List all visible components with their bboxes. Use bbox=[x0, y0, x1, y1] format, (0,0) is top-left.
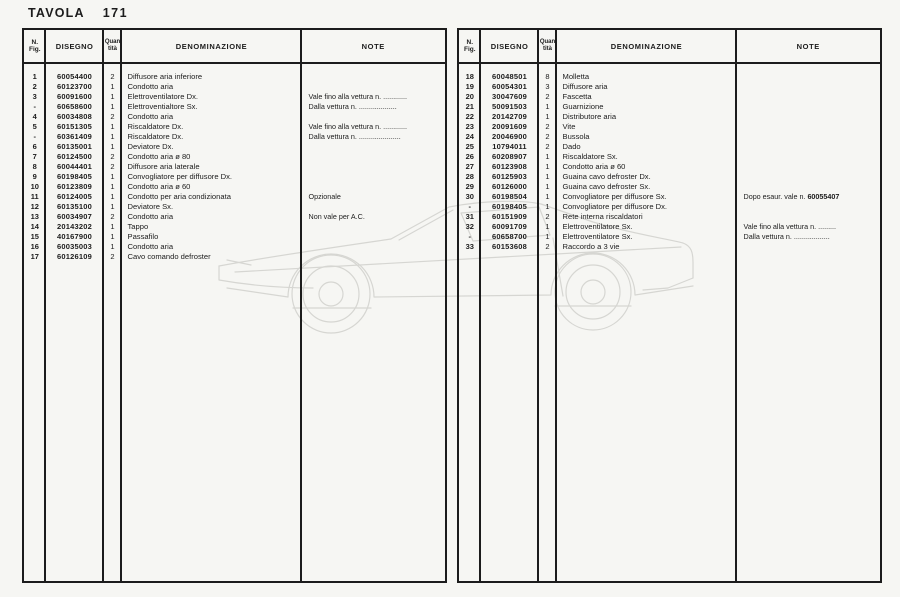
disegno-cell: 60034808 bbox=[57, 112, 92, 121]
header-note bbox=[302, 30, 446, 62]
tavola-number: 171 bbox=[102, 6, 129, 20]
header-fig-line1: N. bbox=[466, 38, 473, 46]
denominazione-cell: Raccordo a 3 vie bbox=[562, 242, 620, 251]
denominazione-cell: Riscaldatore Dx. bbox=[127, 122, 184, 131]
fig-cell: 1 bbox=[32, 72, 37, 81]
table-row bbox=[24, 92, 445, 102]
header-note-label: NOTE bbox=[796, 41, 820, 51]
qty-cell: 8 bbox=[545, 72, 550, 81]
fig-cell: 29 bbox=[465, 182, 474, 191]
disegno-cell: 60151305 bbox=[57, 122, 92, 131]
disegno-cell: 40167900 bbox=[57, 232, 92, 241]
table-row bbox=[459, 72, 880, 82]
qty-cell: 1 bbox=[545, 202, 550, 211]
note-cell: Vale fino alla vettura n. ......... bbox=[743, 222, 837, 231]
note-cell: Opzionale bbox=[308, 192, 341, 201]
qty-cell: 1 bbox=[545, 182, 550, 191]
fig-cell: 6 bbox=[32, 142, 37, 151]
fig-cell: 23 bbox=[465, 122, 474, 131]
disegno-cell: 60091600 bbox=[57, 92, 92, 101]
header-disegno bbox=[481, 30, 539, 62]
denominazione-cell: Diffusore aria bbox=[562, 82, 608, 91]
denominazione-cell: Condotto aria bbox=[127, 112, 174, 121]
qty-cell: 1 bbox=[545, 152, 550, 161]
header-quantita bbox=[539, 30, 557, 62]
table-row bbox=[459, 92, 880, 102]
disegno-cell: 10794011 bbox=[492, 142, 527, 151]
disegno-cell: 60135100 bbox=[57, 202, 92, 211]
denominazione-cell: Cavo comando defroster bbox=[127, 252, 211, 261]
table-row bbox=[24, 82, 445, 92]
header-qty-line2: tità bbox=[543, 46, 552, 52]
denominazione-cell: Condotto aria ø 80 bbox=[127, 152, 191, 161]
qty-cell: 2 bbox=[110, 112, 115, 121]
qty-cell: 2 bbox=[110, 152, 115, 161]
fig-cell: 10 bbox=[30, 182, 39, 191]
qty-cell: 2 bbox=[545, 142, 550, 151]
header-fig bbox=[24, 30, 46, 62]
disegno-cell: 50091503 bbox=[492, 102, 527, 111]
qty-cell: 1 bbox=[545, 232, 550, 241]
tavola-label: TAVOLA bbox=[28, 6, 85, 20]
qty-cell: 1 bbox=[110, 82, 115, 91]
table-row bbox=[459, 112, 880, 122]
denominazione-cell: Tappo bbox=[127, 222, 149, 231]
disegno-cell: 60208907 bbox=[492, 152, 527, 161]
denominazione-cell: Convogliatore per diffusore Dx. bbox=[127, 172, 233, 181]
fig-cell: 7 bbox=[32, 152, 37, 161]
denominazione-cell: Guaina cavo defroster Dx. bbox=[562, 172, 651, 181]
table-row bbox=[24, 212, 445, 222]
fig-cell: 3 bbox=[32, 92, 37, 101]
fig-cell: 4 bbox=[32, 112, 37, 121]
fig-cell: 19 bbox=[465, 82, 474, 91]
qty-cell: 2 bbox=[545, 242, 550, 251]
qty-cell: 1 bbox=[545, 162, 550, 171]
note-cell: Vale fino alla vettura n. ............ bbox=[308, 122, 408, 131]
fig-cell: - bbox=[33, 132, 36, 141]
fig-cell: 28 bbox=[465, 172, 474, 181]
denominazione-cell: Elettroventilatore Sx. bbox=[562, 222, 633, 231]
fig-cell: 33 bbox=[465, 242, 474, 251]
header-disegno-label: DISEGNO bbox=[490, 41, 529, 51]
disegno-cell: 60126000 bbox=[492, 182, 527, 191]
qty-cell: 1 bbox=[110, 222, 115, 231]
table-row bbox=[24, 182, 445, 192]
qty-cell: 1 bbox=[545, 102, 550, 111]
denominazione-cell: Molletta bbox=[562, 72, 590, 81]
table-row bbox=[459, 222, 880, 232]
fig-cell: 12 bbox=[30, 202, 39, 211]
disegno-cell: 60123908 bbox=[492, 162, 527, 171]
denominazione-cell: Condotto aria ø 60 bbox=[562, 162, 626, 171]
note-cell: Dopo esaur. vale n. 60055407 bbox=[743, 192, 840, 201]
qty-cell: 1 bbox=[110, 202, 115, 211]
disegno-cell: 60034907 bbox=[57, 212, 92, 221]
fig-cell: 8 bbox=[32, 162, 37, 171]
disegno-cell: 60054301 bbox=[492, 82, 527, 91]
header-denominazione-label: DENOMINAZIONE bbox=[175, 41, 248, 51]
denominazione-cell: Condotto aria bbox=[127, 242, 174, 251]
fig-cell: 5 bbox=[32, 122, 37, 131]
column-divider bbox=[537, 30, 539, 581]
denominazione-cell: Fascetta bbox=[562, 92, 592, 101]
fig-cell: 15 bbox=[30, 232, 39, 241]
note-bold-number: 60055407 bbox=[807, 192, 840, 201]
disegno-cell: 20142709 bbox=[492, 112, 527, 121]
note-cell: Dalla vettura n. ..................... bbox=[308, 132, 401, 141]
fig-cell: 30 bbox=[465, 192, 474, 201]
fig-cell: 13 bbox=[30, 212, 39, 221]
disegno-cell: 20091609 bbox=[492, 122, 527, 131]
header-disegno-label: DISEGNO bbox=[55, 41, 94, 51]
table-rows-right bbox=[459, 72, 880, 252]
disegno-cell: 60658600 bbox=[57, 102, 92, 111]
fig-cell: 20 bbox=[465, 92, 474, 101]
table-row bbox=[459, 192, 880, 202]
denominazione-cell: Dado bbox=[562, 142, 581, 151]
fig-cell: 2 bbox=[32, 82, 37, 91]
table-row bbox=[459, 212, 880, 222]
fig-cell: 27 bbox=[465, 162, 474, 171]
qty-cell: 1 bbox=[110, 182, 115, 191]
denominazione-cell: Bussola bbox=[562, 132, 590, 141]
denominazione-cell: Condotto aria bbox=[127, 82, 174, 91]
denominazione-cell: Condotto aria ø 60 bbox=[127, 182, 191, 191]
disegno-cell: 60054400 bbox=[57, 72, 92, 81]
qty-cell: 2 bbox=[545, 122, 550, 131]
header-note-label: NOTE bbox=[361, 41, 385, 51]
denominazione-cell: Convogliatore per diffusore Sx. bbox=[562, 192, 667, 201]
denominazione-cell: Elettroventilatore Dx. bbox=[127, 92, 198, 101]
qty-cell: 2 bbox=[545, 212, 550, 221]
denominazione-cell: Condotto per aria condizionata bbox=[127, 192, 231, 201]
table-row bbox=[24, 242, 445, 252]
denominazione-cell: Diffusore aria inferiore bbox=[127, 72, 203, 81]
denominazione-cell: Guaina cavo defroster Sx. bbox=[562, 182, 651, 191]
qty-cell: 2 bbox=[110, 72, 115, 81]
table-row bbox=[459, 152, 880, 162]
disegno-cell: 60035003 bbox=[57, 242, 92, 251]
disegno-cell: 60124500 bbox=[57, 152, 92, 161]
table-row bbox=[24, 202, 445, 212]
fig-cell: - bbox=[468, 232, 471, 241]
table-row bbox=[459, 82, 880, 92]
table-row bbox=[24, 152, 445, 162]
disegno-cell: 60124005 bbox=[57, 192, 92, 201]
table-row bbox=[24, 72, 445, 82]
table-row bbox=[459, 202, 880, 212]
table-row bbox=[459, 122, 880, 132]
fig-cell: 25 bbox=[465, 142, 474, 151]
qty-cell: 1 bbox=[110, 92, 115, 101]
table-row bbox=[24, 132, 445, 142]
qty-cell: 2 bbox=[110, 212, 115, 221]
fig-cell: 14 bbox=[30, 222, 39, 231]
denominazione-cell: Distributore aria bbox=[562, 112, 617, 121]
disegno-cell: 60361409 bbox=[57, 132, 92, 141]
header-denominazione bbox=[122, 30, 302, 62]
table-row bbox=[24, 172, 445, 182]
table-row bbox=[459, 132, 880, 142]
disegno-cell: 60153608 bbox=[492, 242, 527, 251]
table-row bbox=[459, 102, 880, 112]
column-divider bbox=[555, 30, 557, 581]
disegno-cell: 60151909 bbox=[492, 212, 527, 221]
qty-cell: 2 bbox=[545, 92, 550, 101]
header-qty-line1: Quan bbox=[104, 39, 121, 45]
fig-cell: 22 bbox=[465, 112, 474, 121]
table-row bbox=[459, 232, 880, 242]
disegno-cell: 20143202 bbox=[57, 222, 92, 231]
fig-cell: 24 bbox=[465, 132, 474, 141]
parts-table-left bbox=[22, 28, 447, 583]
column-divider bbox=[300, 30, 302, 581]
qty-cell: 1 bbox=[110, 192, 115, 201]
table-row bbox=[459, 172, 880, 182]
disegno-cell: 60044401 bbox=[57, 162, 92, 171]
qty-cell: 1 bbox=[110, 172, 115, 181]
header-fig-line2: Fig. bbox=[463, 46, 476, 53]
table-row bbox=[459, 242, 880, 252]
qty-cell: 1 bbox=[545, 172, 550, 181]
disegno-cell: 60198405 bbox=[57, 172, 92, 181]
table-row bbox=[24, 252, 445, 262]
qty-cell: 1 bbox=[110, 142, 115, 151]
qty-cell: 1 bbox=[545, 222, 550, 231]
fig-cell: 9 bbox=[32, 172, 37, 181]
column-divider bbox=[479, 30, 481, 581]
denominazione-cell: Diffusore aria laterale bbox=[127, 162, 200, 171]
fig-cell: 21 bbox=[465, 102, 474, 111]
table-header bbox=[24, 30, 445, 64]
disegno-cell: 60135001 bbox=[57, 142, 92, 151]
column-divider bbox=[102, 30, 104, 581]
fig-cell: 31 bbox=[465, 212, 474, 221]
header-denominazione-label: DENOMINAZIONE bbox=[610, 41, 683, 51]
denominazione-cell: Riscaldatore Sx. bbox=[562, 152, 618, 161]
column-divider bbox=[735, 30, 737, 581]
denominazione-cell: Deviatore Dx. bbox=[127, 142, 174, 151]
denominazione-cell: Convogliatore per diffusore Dx. bbox=[562, 202, 668, 211]
table-header bbox=[459, 30, 880, 64]
note-cell: Vale fino alla vettura n. ............ bbox=[308, 92, 408, 101]
disegno-cell: 60091709 bbox=[492, 222, 527, 231]
disegno-cell: 20046900 bbox=[492, 132, 527, 141]
fig-cell: 17 bbox=[30, 252, 39, 261]
qty-cell: 1 bbox=[545, 112, 550, 121]
table-row bbox=[24, 102, 445, 112]
table-row bbox=[459, 142, 880, 152]
header-qty-line2: tità bbox=[108, 46, 117, 52]
denominazione-cell: Elettroventialtore Sx. bbox=[127, 102, 198, 111]
denominazione-cell: Vite bbox=[562, 122, 576, 131]
disegno-cell: 60048501 bbox=[492, 72, 527, 81]
table-row bbox=[24, 122, 445, 132]
qty-cell: 1 bbox=[545, 192, 550, 201]
fig-cell: 18 bbox=[465, 72, 474, 81]
table-row bbox=[459, 182, 880, 192]
header-fig-line1: N. bbox=[31, 38, 38, 46]
denominazione-cell: Riscaldatore Dx. bbox=[127, 132, 184, 141]
qty-cell: 2 bbox=[110, 252, 115, 261]
header-qty-line1: Quan bbox=[539, 39, 556, 45]
denominazione-cell: Guarnizione bbox=[562, 102, 604, 111]
note-cell: Dalla vettura n. ................... bbox=[308, 102, 397, 111]
header-disegno bbox=[46, 30, 104, 62]
qty-cell: 1 bbox=[110, 242, 115, 251]
qty-cell: 1 bbox=[110, 102, 115, 111]
fig-cell: - bbox=[468, 202, 471, 211]
table-row bbox=[24, 192, 445, 202]
header-note bbox=[737, 30, 881, 62]
column-divider bbox=[120, 30, 122, 581]
page-title bbox=[28, 6, 128, 20]
table-row bbox=[24, 232, 445, 242]
disegno-cell: 60126109 bbox=[57, 252, 92, 261]
table-row bbox=[24, 112, 445, 122]
disegno-cell: 60198504 bbox=[492, 192, 527, 201]
disegno-cell: 60198405 bbox=[492, 202, 527, 211]
disegno-cell: 60125903 bbox=[492, 172, 527, 181]
fig-cell: 11 bbox=[30, 192, 39, 201]
denominazione-cell: Elettroventilatore Sx. bbox=[562, 232, 633, 241]
fig-cell: - bbox=[33, 102, 36, 111]
fig-cell: 32 bbox=[465, 222, 474, 231]
header-fig-line2: Fig. bbox=[28, 46, 41, 53]
note-cell: Dalla vettura n. .................. bbox=[743, 232, 830, 241]
qty-cell: 2 bbox=[110, 162, 115, 171]
fig-cell: 26 bbox=[465, 152, 474, 161]
qty-cell: 1 bbox=[110, 122, 115, 131]
parts-table-right bbox=[457, 28, 882, 583]
disegno-cell: 30047609 bbox=[492, 92, 527, 101]
header-denominazione bbox=[557, 30, 737, 62]
disegno-cell: 60658700 bbox=[492, 232, 527, 241]
denominazione-cell: Condotto aria bbox=[127, 212, 174, 221]
disegno-cell: 60123809 bbox=[57, 182, 92, 191]
disegno-cell: 60123700 bbox=[57, 82, 92, 91]
table-rows-left bbox=[24, 72, 445, 262]
denominazione-cell: Deviatore Sx. bbox=[127, 202, 174, 211]
fig-cell: 16 bbox=[30, 242, 39, 251]
header-fig bbox=[459, 30, 481, 62]
qty-cell: 1 bbox=[110, 232, 115, 241]
table-row bbox=[24, 142, 445, 152]
column-divider bbox=[44, 30, 46, 581]
table-row bbox=[24, 222, 445, 232]
denominazione-cell: Rete interna riscaldatori bbox=[562, 212, 643, 221]
qty-cell: 2 bbox=[545, 132, 550, 141]
qty-cell: 1 bbox=[110, 132, 115, 141]
note-cell: Non vale per A.C. bbox=[308, 212, 365, 221]
header-quantita bbox=[104, 30, 122, 62]
table-row bbox=[459, 162, 880, 172]
qty-cell: 3 bbox=[545, 82, 550, 91]
denominazione-cell: Passafilo bbox=[127, 232, 159, 241]
table-row bbox=[24, 162, 445, 172]
